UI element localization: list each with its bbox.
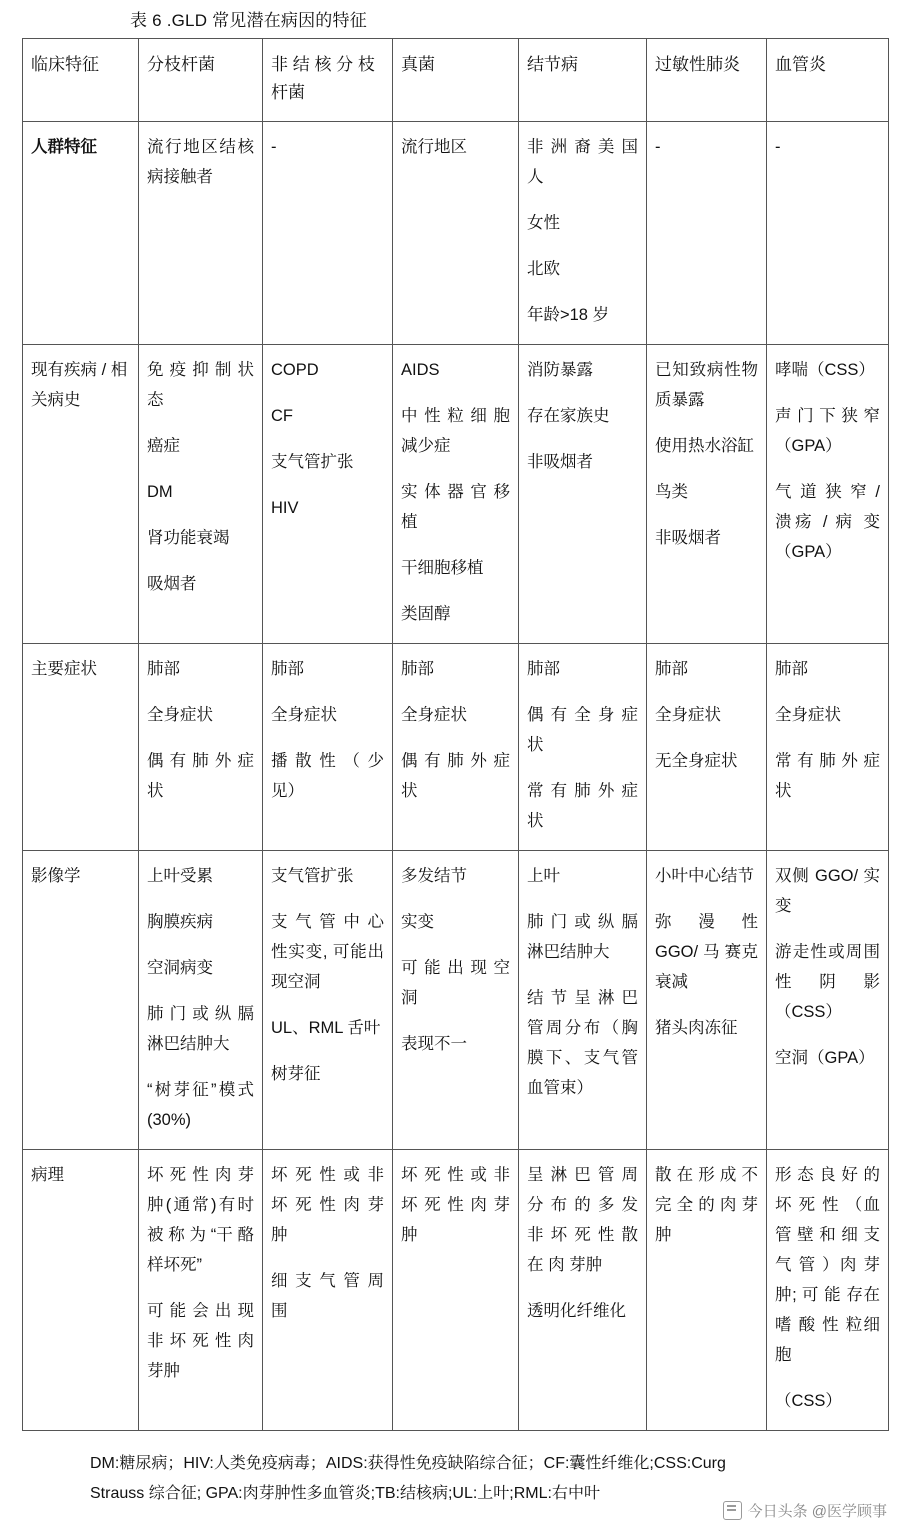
cell-line: 支 气 管 中 心性实变, 可能出现空洞	[271, 913, 384, 991]
table-cell	[767, 345, 889, 644]
cell-line: 肺部	[775, 660, 808, 678]
cell-line: 偶 有 全 身 症状	[527, 706, 638, 754]
cell-line: 流行地区	[401, 138, 467, 156]
cell-line: 肺部	[271, 660, 304, 678]
table-header-row	[23, 39, 889, 122]
cell-line: 空洞病变	[147, 959, 213, 977]
table-cell	[263, 345, 393, 644]
cell-line: 偶 有 肺 外 症状	[147, 752, 254, 800]
cell-line: “树芽征”模式(30%)	[147, 1081, 254, 1129]
cell-line: 肺部	[147, 660, 180, 678]
table-cell	[393, 122, 519, 345]
table-row	[23, 644, 889, 851]
table-cell	[393, 1150, 519, 1431]
row-header: 现有疾病 / 相关病史	[23, 345, 139, 644]
cell-line: COPD	[271, 361, 319, 379]
cell-line: -	[271, 138, 277, 156]
cell-line: 坏 死 性 肉 芽肿(通常)有时被 称 为 “干 酪样坏死”	[147, 1166, 254, 1274]
cell-line: 可 能 会 出 现非 坏 死 性 肉芽肿	[147, 1302, 254, 1380]
cell-line: 游走性或周围性阴影（CSS）	[775, 943, 880, 1021]
cell-line: 可 能 出 现 空洞	[401, 959, 510, 1007]
cell-line: 鸟类	[655, 483, 688, 501]
cell-line: 女性	[527, 214, 560, 232]
cell-line: 播 散 性 （ 少见）	[271, 752, 384, 800]
table-cell	[139, 345, 263, 644]
cell-line: 表现不一	[401, 1035, 467, 1053]
cell-line: 无全身症状	[655, 752, 738, 770]
table-cell	[647, 1150, 767, 1431]
cell-line: 类固醇	[401, 605, 451, 623]
cell-line: 癌症	[147, 437, 180, 455]
cell-line: 胸膜疾病	[147, 913, 213, 931]
table-body	[23, 122, 889, 1431]
cell-line: 肺部	[655, 660, 688, 678]
watermark	[723, 1500, 887, 1521]
table-row	[23, 851, 889, 1150]
table-cell	[263, 851, 393, 1150]
cell-line: 猪头肉冻征	[655, 1019, 738, 1037]
column-header-vasculitis: 血管炎	[767, 39, 889, 122]
table-cell	[647, 345, 767, 644]
cell-line: 哮喘（CSS）	[775, 361, 875, 379]
table-cell	[519, 851, 647, 1150]
cell-line: 偶 有 肺 外 症状	[401, 752, 510, 800]
table-cell	[647, 644, 767, 851]
cell-line: 空洞（GPA）	[775, 1049, 875, 1067]
cell-line: 流行地区结核病接触者	[147, 138, 254, 186]
cell-line: -	[775, 138, 781, 156]
cell-line: 坏 死 性 或 非坏 死 性 肉 芽肿	[271, 1166, 384, 1244]
cell-line: HIV	[271, 499, 299, 517]
cell-line: 北欧	[527, 260, 560, 278]
cell-line: 吸烟者	[147, 575, 197, 593]
table-row	[23, 1150, 889, 1431]
column-header-ntm: 非 结 核 分 枝杆菌	[263, 39, 393, 122]
cell-line: 全身症状	[271, 706, 337, 724]
cell-line: 肺部	[527, 660, 560, 678]
cell-line: 全身症状	[401, 706, 467, 724]
watermark-text: 今日头条 @医学顾事	[747, 1503, 887, 1520]
cell-line: CF	[271, 407, 293, 425]
cell-line: 已知致病性物质暴露	[655, 361, 758, 409]
footnote-line-1: DM:糖尿病；HIV:人类免疫病毒；AIDS:获得性免疫缺陷综合征；CF:囊性纤维化;CSS:Curg	[90, 1455, 726, 1472]
cell-line: 多发结节	[401, 867, 467, 885]
table-row	[23, 345, 889, 644]
table-cell	[263, 644, 393, 851]
cell-line: 肺部	[401, 660, 434, 678]
cell-line: 透明化纤维化	[527, 1302, 626, 1320]
table-cell	[519, 1150, 647, 1431]
table-cell	[519, 122, 647, 345]
table-cell	[139, 644, 263, 851]
footnote-line-2: Strauss 综合征; GPA:肉芽肿性多血管炎;TB:结核病;UL:上叶;RML:右中叶	[90, 1485, 600, 1502]
cell-line: 上叶受累	[147, 867, 213, 885]
cell-line: 支气管扩张	[271, 453, 354, 471]
table-cell	[647, 122, 767, 345]
cell-line: 实变	[401, 913, 434, 931]
cell-line: 存在家族史	[527, 407, 610, 425]
table-cell	[767, 122, 889, 345]
table-cell	[519, 644, 647, 851]
cell-line: 常 有 肺 外 症状	[527, 782, 638, 830]
cell-line: 结 节 呈 淋 巴管周分布（胸膜下、支气管血管束）	[527, 989, 638, 1097]
cell-line: 非 洲 裔 美 国人	[527, 138, 638, 186]
column-header-sarcoidosis: 结节病	[519, 39, 647, 122]
gld-features-table	[22, 38, 889, 1431]
cell-line: -	[655, 138, 661, 156]
cell-line: 使用热水浴缸	[655, 437, 754, 455]
cell-line: DM	[147, 483, 173, 501]
toutiao-icon	[723, 1501, 742, 1520]
table-cell	[263, 122, 393, 345]
cell-line: 支气管扩张	[271, 867, 354, 885]
cell-line: 消防暴露	[527, 361, 593, 379]
table-cell	[647, 851, 767, 1150]
row-header: 影像学	[23, 851, 139, 1150]
cell-line: 全身症状	[775, 706, 841, 724]
cell-line: 实 体 器 官 移植	[401, 483, 510, 531]
cell-line: 干细胞移植	[401, 559, 484, 577]
column-header-mycobacteria: 分枝杆菌	[139, 39, 263, 122]
cell-line: 肺 门 或 纵 膈淋巴结肿大	[527, 913, 638, 961]
column-header-clinical-feature: 临床特征	[23, 39, 139, 122]
cell-line: 非吸烟者	[527, 453, 593, 471]
cell-line: 肺 门 或 纵 膈淋巴结肿大	[147, 1005, 254, 1053]
table-cell	[767, 644, 889, 851]
column-header-fungi: 真菌	[393, 39, 519, 122]
row-header: 病理	[23, 1150, 139, 1431]
cell-line: 全身症状	[147, 706, 213, 724]
table-caption: 表 6 .GLD 常见潜在病因的特征	[130, 11, 367, 30]
table-cell	[263, 1150, 393, 1431]
table-cell	[767, 1150, 889, 1431]
cell-line: 弥 漫 性 GGO/ 马 赛克衰减	[655, 913, 758, 991]
cell-line: 肾功能衰竭	[147, 529, 230, 547]
cell-line: 年龄>18 岁	[527, 306, 610, 324]
cell-line: 气 道 狭 窄 / 溃疡 / 病 变（GPA）	[775, 483, 880, 561]
table-header	[23, 39, 889, 122]
cell-line: 散 在 形 成 不完 全 的 肉 芽肿	[655, 1166, 758, 1244]
table-cell	[139, 851, 263, 1150]
cell-line: UL、RML 舌叶	[271, 1019, 381, 1037]
cell-line: 呈 淋 巴 管 周分 布 的 多 发非 坏 死 性 散在 肉 芽肿	[527, 1166, 638, 1274]
cell-line: 声 门 下 狭 窄（GPA）	[775, 407, 880, 455]
table-cell	[393, 644, 519, 851]
table-cell	[393, 345, 519, 644]
cell-line: （CSS）	[775, 1392, 842, 1410]
row-header: 主要症状	[23, 644, 139, 851]
table-cell	[139, 1150, 263, 1431]
cell-line: 上叶	[527, 867, 560, 885]
cell-line: 全身症状	[655, 706, 721, 724]
cell-line: 中 性 粒 细 胞减少症	[401, 407, 510, 455]
table-cell	[139, 122, 263, 345]
row-header: 人群特征	[23, 122, 139, 345]
table-cell	[519, 345, 647, 644]
cell-line: 双侧 GGO/ 实变	[775, 867, 880, 915]
cell-line: 坏 死 性 或 非坏 死 性 肉 芽肿	[401, 1166, 510, 1244]
cell-line: 小叶中心结节	[655, 867, 754, 885]
column-header-hypersensitivity-pneumonitis: 过敏性肺炎	[647, 39, 767, 122]
table-row	[23, 122, 889, 345]
cell-line: AIDS	[401, 361, 440, 379]
cell-line: 形 态 良 好 的坏 死 性 （血管 壁 和 细 支气 管 ）肉 芽肿; 可 能 存在 嗜 酸 性 粒细胞	[775, 1166, 880, 1364]
cell-line: 非吸烟者	[655, 529, 721, 547]
cell-line: 细 支 气 管 周围	[271, 1272, 384, 1320]
table-cell	[767, 851, 889, 1150]
cell-line: 免 疫 抑 制 状态	[147, 361, 254, 409]
cell-line: 常 有 肺 外 症状	[775, 752, 880, 800]
cell-line: 树芽征	[271, 1065, 321, 1083]
table-cell	[393, 851, 519, 1150]
